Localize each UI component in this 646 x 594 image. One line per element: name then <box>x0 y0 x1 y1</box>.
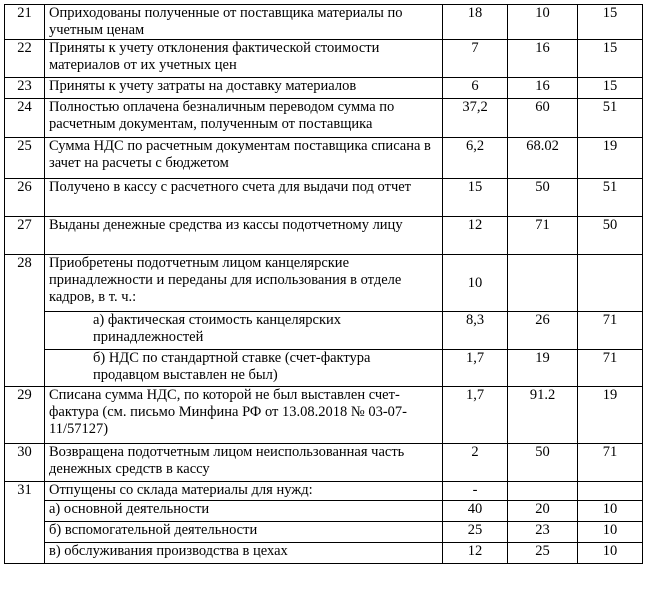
credit-account: 71 <box>578 350 643 387</box>
table-row <box>5 138 643 179</box>
table-row <box>5 444 643 482</box>
table-row <box>5 255 643 312</box>
row-number: 28 <box>5 255 45 387</box>
row-number: 30 <box>5 444 45 482</box>
operation-description: а) основной деятельности <box>45 501 443 522</box>
amount-cell: 18 <box>443 5 508 40</box>
amount-cell: 25 <box>443 522 508 543</box>
row-number: 23 <box>5 78 45 99</box>
debit-account: 50 <box>508 444 578 482</box>
debit-account: 68.02 <box>508 138 578 179</box>
debit-account: 25 <box>508 543 578 564</box>
operation-description: Оприходованы полученные от поставщика материалы по учетным ценам <box>45 5 443 40</box>
table-row <box>5 40 643 78</box>
credit-account <box>578 255 643 312</box>
credit-account: 71 <box>578 312 643 350</box>
operation-description: б) вспомогательной деятельности <box>45 522 443 543</box>
debit-account: 50 <box>508 179 578 217</box>
amount-cell: 12 <box>443 217 508 255</box>
amount-cell: 15 <box>443 179 508 217</box>
table-row <box>5 543 643 564</box>
credit-account: 71 <box>578 444 643 482</box>
table-row <box>5 217 643 255</box>
operation-description: в) обслуживания производства в цехах <box>45 543 443 564</box>
debit-account: 16 <box>508 40 578 78</box>
credit-account: 51 <box>578 179 643 217</box>
operation-description: Списана сумма НДС, по которой не был выставлен счет-фактура (см. письмо Минфина РФ от 13.08.2018 № 03-07-11/57127) <box>45 387 443 444</box>
operation-description: Приобретены подотчетным лицом канцелярские принадлежности и переданы для использования в отделе кадров, в т. ч.: <box>45 255 443 312</box>
credit-account: 10 <box>578 501 643 522</box>
table-row <box>5 99 643 138</box>
row-number: 25 <box>5 138 45 179</box>
amount-cell: - <box>443 482 508 501</box>
credit-account <box>578 482 643 501</box>
table-row <box>5 312 643 350</box>
debit-account: 10 <box>508 5 578 40</box>
debit-account: 26 <box>508 312 578 350</box>
row-number: 24 <box>5 99 45 138</box>
debit-account: 91.2 <box>508 387 578 444</box>
credit-account: 19 <box>578 387 643 444</box>
debit-account: 19 <box>508 350 578 387</box>
amount-cell: 1,7 <box>443 350 508 387</box>
operation-description: Отпущены со склада материалы для нужд: <box>45 482 443 501</box>
operation-description: Приняты к учету затраты на доставку материалов <box>45 78 443 99</box>
row-number: 27 <box>5 217 45 255</box>
table-row <box>5 179 643 217</box>
row-number: 22 <box>5 40 45 78</box>
amount-cell: 7 <box>443 40 508 78</box>
table-row <box>5 482 643 501</box>
row-number: 29 <box>5 387 45 444</box>
debit-account: 23 <box>508 522 578 543</box>
operation-description: Возвращена подотчетным лицом неиспользованная часть денежных средств в кассу <box>45 444 443 482</box>
credit-account: 15 <box>578 78 643 99</box>
table-row <box>5 350 643 387</box>
debit-account: 71 <box>508 217 578 255</box>
debit-account: 16 <box>508 78 578 99</box>
row-number: 21 <box>5 5 45 40</box>
debit-account: 60 <box>508 99 578 138</box>
debit-account <box>508 482 578 501</box>
amount-cell: 10 <box>443 255 508 312</box>
amount-cell: 6,2 <box>443 138 508 179</box>
debit-account <box>508 255 578 312</box>
table-row <box>5 5 643 40</box>
table-row <box>5 501 643 522</box>
operation-description: а) фактическая стоимость канцелярских принадлежностей <box>45 312 443 350</box>
operation-description: Получено в кассу с расчетного счета для выдачи под отчет <box>45 179 443 217</box>
amount-cell: 2 <box>443 444 508 482</box>
amount-cell: 12 <box>443 543 508 564</box>
amount-cell: 37,2 <box>443 99 508 138</box>
credit-account: 15 <box>578 5 643 40</box>
journal-entries-table <box>4 4 643 564</box>
operation-description: Приняты к учету отклонения фактической стоимости материалов от их учетных цен <box>45 40 443 78</box>
amount-cell: 6 <box>443 78 508 99</box>
credit-account: 51 <box>578 99 643 138</box>
operation-description: Полностью оплачена безналичным переводом сумма по расчетным документам, полученным от поставщика <box>45 99 443 138</box>
table-row <box>5 522 643 543</box>
debit-account: 20 <box>508 501 578 522</box>
amount-cell: 8,3 <box>443 312 508 350</box>
credit-account: 10 <box>578 522 643 543</box>
credit-account: 15 <box>578 40 643 78</box>
operation-description: Выданы денежные средства из кассы подотчетному лицу <box>45 217 443 255</box>
credit-account: 19 <box>578 138 643 179</box>
row-number: 31 <box>5 482 45 564</box>
operation-description: б) НДС по стандартной ставке (счет-фактура продавцом выставлен не был) <box>45 350 443 387</box>
amount-cell: 40 <box>443 501 508 522</box>
amount-cell: 1,7 <box>443 387 508 444</box>
operation-description: Сумма НДС по расчетным документам поставщика списана в зачет на расчеты с бюджетом <box>45 138 443 179</box>
table-row <box>5 387 643 444</box>
credit-account: 50 <box>578 217 643 255</box>
table-row <box>5 78 643 99</box>
credit-account: 10 <box>578 543 643 564</box>
row-number: 26 <box>5 179 45 217</box>
